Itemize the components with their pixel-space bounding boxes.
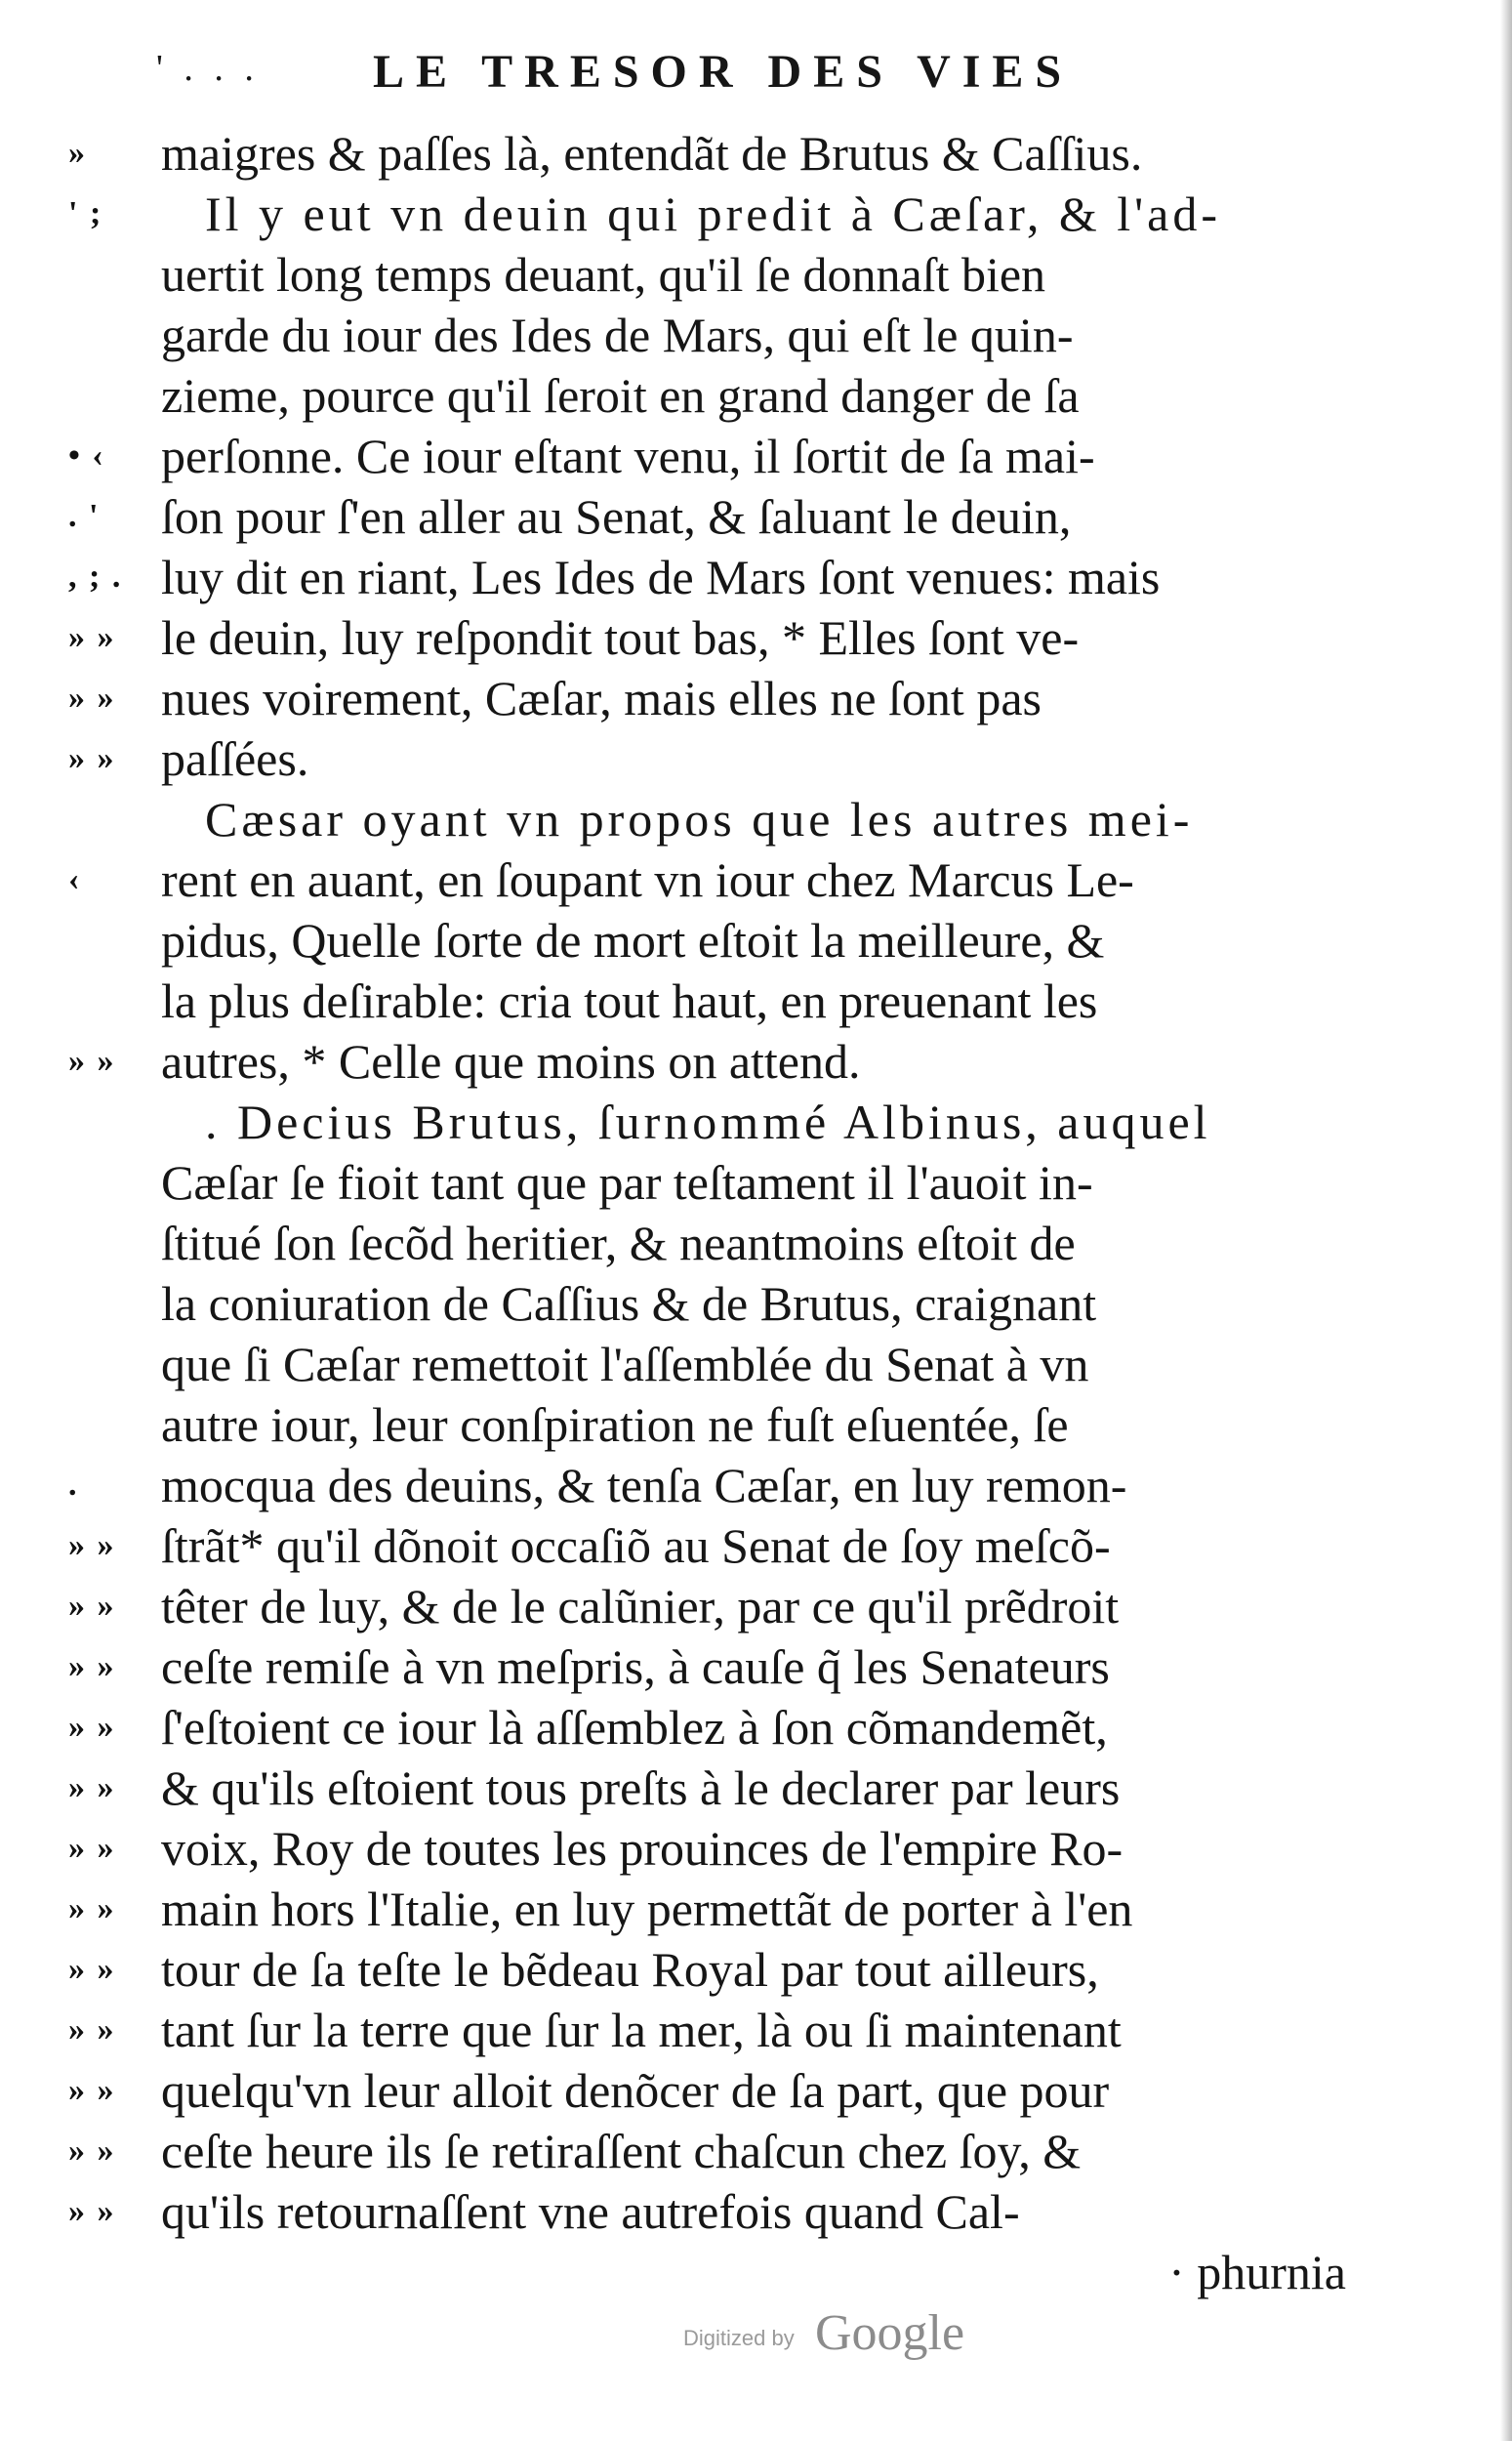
line-text: que ſi Cæſar remettoit l'aſſemblée du Senat à vn bbox=[161, 1337, 1089, 1391]
margin-quote-mark: » » bbox=[68, 1588, 116, 1624]
line-text: ſ'eſtoient ce iour là aſſemblez à ſon cõmandemẽt, bbox=[161, 1700, 1108, 1755]
text-line bbox=[0, 184, 1512, 244]
text-line bbox=[0, 2000, 1512, 2060]
text-line bbox=[0, 1334, 1512, 1394]
google-logo: Google bbox=[815, 2305, 965, 2361]
margin-quote-mark: . bbox=[68, 1467, 79, 1503]
text-line bbox=[0, 1879, 1512, 1939]
margin-quote-mark: ' ; bbox=[68, 195, 103, 231]
margin-quote-mark: » » bbox=[68, 1951, 116, 1987]
line-text: paſſées. bbox=[161, 731, 309, 786]
line-text: uertit long temps deuant, qu'il ſe donnaſt bien bbox=[161, 247, 1046, 302]
line-text: ſtrãt* qu'il dõnoit occaſiõ au Senat de ſoy meſcõ- bbox=[161, 1518, 1111, 1573]
text-line bbox=[0, 1636, 1512, 1697]
line-text: la plus deſirable: cria tout haut, en preuenant les bbox=[161, 973, 1098, 1028]
text-line bbox=[0, 1455, 1512, 1515]
text-line bbox=[0, 1394, 1512, 1455]
header-title: LE TRESOR DES VIES bbox=[373, 46, 1074, 98]
text-line bbox=[0, 849, 1512, 910]
line-text: garde du iour des Ides de Mars, qui eſt le quin- bbox=[161, 308, 1074, 362]
text-line bbox=[0, 426, 1512, 486]
line-text: tant ſur la terre que ſur la mer, là ou ſi maintenant bbox=[161, 2003, 1122, 2057]
line-text: autre iour, leur conſpiration ne fuſt eſuentée, ſe bbox=[161, 1397, 1069, 1452]
line-text: luy dit en riant, Les Ides de Mars ſont venues: mais bbox=[161, 550, 1161, 604]
margin-quote-mark: » » bbox=[68, 2072, 116, 2108]
margin-quote-mark: » » bbox=[68, 1527, 116, 1563]
text-line bbox=[0, 365, 1512, 426]
margin-quote-mark: » » bbox=[68, 2193, 116, 2229]
text-line bbox=[0, 789, 1512, 849]
margin-quote-mark: , ; . bbox=[68, 559, 123, 595]
margin-quote-mark: » » bbox=[68, 1890, 116, 1926]
line-text: nues voirement, Cæſar, mais elles ne ſont pas bbox=[161, 671, 1042, 725]
margin-quote-mark: » » bbox=[68, 1043, 116, 1079]
text-line bbox=[0, 971, 1512, 1031]
text-line bbox=[0, 1515, 1512, 1576]
margin-quote-mark: » » bbox=[68, 1648, 116, 1684]
text-line bbox=[0, 244, 1512, 305]
body-text bbox=[0, 123, 1512, 2302]
text-line bbox=[0, 728, 1512, 789]
text-line bbox=[0, 607, 1512, 668]
text-line bbox=[0, 1092, 1512, 1152]
margin-quote-mark: • ‹ bbox=[68, 437, 105, 474]
text-line bbox=[0, 1818, 1512, 1879]
margin-quote-mark: » » bbox=[68, 1830, 116, 1866]
line-text: & qu'ils eſtoient tous preſts à le declarer par leurs bbox=[161, 1760, 1121, 1815]
text-line bbox=[0, 2060, 1512, 2121]
line-text: autres, * Celle que moins on attend. bbox=[161, 1034, 861, 1089]
line-text: têter de luy, & de le calũnier, par ce qu'il prẽdroit bbox=[161, 1579, 1120, 1634]
text-line bbox=[0, 1213, 1512, 1273]
text-line bbox=[0, 305, 1512, 365]
line-text: ceſte remiſe à vn meſpris, à cauſe q̃ les Senateurs bbox=[161, 1639, 1110, 1694]
text-line bbox=[0, 1697, 1512, 1758]
margin-quote-mark: . ' bbox=[68, 498, 101, 534]
margin-quote-mark: » » bbox=[68, 1769, 116, 1805]
line-text: rent en auant, en ſoupant vn iour chez Marcus Le- bbox=[161, 852, 1134, 907]
line-text: zieme, pource qu'il ſeroit en grand danger de ſa bbox=[161, 368, 1080, 423]
text-line bbox=[0, 1939, 1512, 2000]
text-line bbox=[0, 1758, 1512, 1818]
line-text: tour de ſa teſte le bẽdeau Royal par tout ailleurs, bbox=[161, 1942, 1099, 1997]
line-text: voix, Roy de toutes les prouinces de l'empire Ro- bbox=[161, 1821, 1124, 1876]
text-line bbox=[0, 123, 1512, 184]
margin-quote-mark: ‹ bbox=[68, 861, 82, 897]
margin-quote-mark: » bbox=[68, 135, 87, 171]
margin-quote-mark: » » bbox=[68, 740, 116, 776]
line-text: Cæſar ſe fioit tant que par teſtament il l'auoit in- bbox=[161, 1155, 1093, 1210]
text-line bbox=[0, 668, 1512, 728]
line-text: main hors l'Italie, en luy permettãt de porter à l'en bbox=[161, 1882, 1133, 1936]
line-text: ſon pour ſ'en aller au Senat, & ſaluant le deuin, bbox=[161, 489, 1072, 544]
text-line bbox=[0, 486, 1512, 547]
line-text: . Decius Brutus, ſurnommé Albinus, auquel bbox=[205, 1095, 1211, 1149]
text-line bbox=[0, 2121, 1512, 2181]
digitized-watermark bbox=[683, 2304, 1015, 2363]
line-text: Cæsar oyant vn propos que les autres mei- bbox=[205, 792, 1194, 847]
catchword-line bbox=[0, 2242, 1512, 2302]
line-text: ſtitué ſon ſecõd heritier, & neantmoins eſtoit de bbox=[161, 1216, 1076, 1270]
text-line bbox=[0, 1576, 1512, 1636]
margin-quote-mark: » » bbox=[68, 2132, 116, 2169]
text-line bbox=[0, 1273, 1512, 1334]
line-text: perſonne. Ce iour eſtant venu, il ſortit de ſa mai- bbox=[161, 429, 1095, 483]
line-text: mocqua des deuins, & tenſa Cæſar, en luy remon- bbox=[161, 1458, 1127, 1512]
watermark-prefix: Digitized by bbox=[683, 2326, 795, 2350]
catchword: · phurnia bbox=[1168, 2245, 1346, 2299]
margin-quote-mark: » » bbox=[68, 2011, 116, 2048]
text-line bbox=[0, 2181, 1512, 2242]
line-text: qu'ils retournaſſent vne autrefois quand Cal- bbox=[161, 2184, 1020, 2239]
line-text: ceſte heure ils ſe retiraſſent chaſcun chez ſoy, & bbox=[161, 2124, 1082, 2178]
line-text: la coniuration de Caſſius & de Brutus, craignant bbox=[161, 1276, 1097, 1331]
margin-quote-mark: » » bbox=[68, 680, 116, 716]
line-text: pidus, Quelle ſorte de mort eſtoit la meilleure, & bbox=[161, 913, 1105, 968]
line-text: Il y eut vn deuin qui predit à Cæſar, & l'ad- bbox=[205, 186, 1221, 241]
header-ornament: ' . . . bbox=[156, 48, 260, 89]
line-text: quelqu'vn leur alloit denõcer de ſa part, que pour bbox=[161, 2063, 1110, 2118]
text-line bbox=[0, 547, 1512, 607]
margin-quote-mark: » » bbox=[68, 1709, 116, 1745]
line-text: le deuin, luy reſpondit tout bas, * Elles ſont ve- bbox=[161, 610, 1080, 665]
text-line bbox=[0, 1031, 1512, 1092]
text-line bbox=[0, 1152, 1512, 1213]
margin-quote-mark: » » bbox=[68, 619, 116, 655]
line-text: maigres & paſſes là, entendãt de Brutus & Caſſius. bbox=[161, 126, 1143, 181]
running-header bbox=[156, 47, 1132, 105]
text-line bbox=[0, 910, 1512, 971]
